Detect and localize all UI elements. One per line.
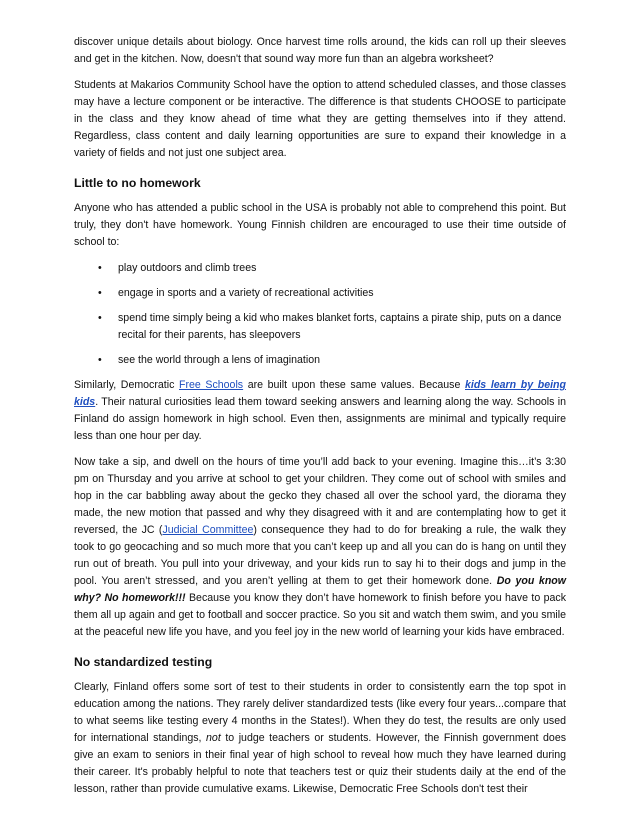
- list-item: [98, 352, 566, 369]
- not-emphasis: not: [206, 732, 221, 744]
- heading-no-testing: No standardized testing: [74, 655, 213, 669]
- no-homework-emphasis: Do you know why? No homework!!!: [74, 575, 566, 604]
- text-segment: to judge teachers or students. However, the Finnish government does give an exam to seniors in their final year of high school to reveal how much they have learned during their career. It's probably helpful to note that teachers test or quiz their students daily at the end of the lesson, rather than provide cumulative exams. Likewise, Democratic Free Schools don't test their: [74, 732, 567, 795]
- text-segment: Now take a sip, and dwell on the hours of time you’ll add back to your evening. Imagine this…it’s 3:30 pm on Thursday and you arrive at school to get your children. They come out of school with smiles and hop in the car babbling away about the gecko they chased all over the school yard, the diorama they made, the new motion that passed and why they disagreed with it and are contemplating how to get it reversed, the JC (: [74, 456, 566, 536]
- bullet-icon: •: [98, 287, 102, 299]
- bullet-icon: •: [98, 312, 102, 324]
- list-item-text: play outdoors and climb trees: [118, 262, 257, 274]
- paragraph-free-schools: [74, 377, 566, 445]
- kids-learn-link[interactable]: kids learn by being kids: [74, 379, 566, 408]
- list-item-text: spend time simply being a kid who makes blanket forts, captains a pirate ship, puts on a dance recital for their parents, has sleepovers: [118, 312, 562, 341]
- text-segment: . Their natural curiosities lead them toward seeking answers and learning along the way. Schools in Finland do assign homework in high school. Even then, assignments are minimal and typically require less than one hour per day.: [74, 396, 566, 442]
- heading-little-homework: Little to no homework: [74, 176, 201, 190]
- list-item: [98, 310, 566, 344]
- list-item-text: engage in sports and a variety of recreational activities: [118, 287, 374, 299]
- paragraph-public-school: Anyone who has attended a public school in the USA is probably not able to comprehend this point. But truly, they don't have homework. Young Finnish children are encouraged to use their time outside of school to:: [74, 202, 566, 248]
- activities-list: [74, 260, 566, 369]
- paragraph-biology: discover unique details about biology. Once harvest time rolls around, the kids can roll up their sleeves and get in the kitchen. Now, doesn't that sound way more fun than an algebra worksheet?: [74, 36, 566, 65]
- paragraph-evening: [74, 454, 566, 641]
- text-segment: Because you know they don’t have homework to finish before you have to pack them all up again and get to football and soccer practice. So you sit and watch them swim, and you smile at the peaceful new life you have, and you feel joy in the new world of learning your kids have embraced.: [74, 592, 566, 638]
- bullet-icon: •: [98, 354, 102, 366]
- free-schools-link[interactable]: Free Schools: [179, 379, 244, 391]
- text-segment: are built upon these same values. Because: [243, 379, 465, 391]
- list-item: [98, 260, 566, 277]
- judicial-committee-link[interactable]: Judicial Committee: [162, 524, 254, 536]
- bullet-icon: •: [98, 262, 102, 274]
- paragraph-makarios: Students at Makarios Community School have the option to attend scheduled classes, and those classes may have a lecture component or be interactive. The difference is that students CHOOSE to participate in the class and they know ahead of time what they are getting themselves into if they attend. Regardless, class content and daily learning opportunities are sure to expand their knowledge in a variety of fields and not just one subject area.: [74, 79, 566, 159]
- list-item: [98, 285, 566, 302]
- paragraph-finland-testing: [74, 679, 566, 798]
- text-segment: Clearly, Finland offers some sort of test to their students in order to consistently earn the top spot in education among the nations. They rarely deliver standardized tests (like every four years...compare that to what seems like testing every 4 months in the States!). When they do test, the results are only used for international standings,: [74, 681, 566, 744]
- text-segment: Similarly, Democratic: [74, 379, 179, 391]
- text-segment: ) consequence they had to do for breaking a rule, the walk they took to go geocaching and so much more that you can’t keep up and all you can do is hang on until they run out of breath. You pull into your driveway, and your kids run to say hi to their dogs and jump in the pool. You aren’t stressed, and you aren’t yelling at them to get their homework done.: [74, 524, 566, 587]
- list-item-text: see the world through a lens of imagination: [118, 354, 320, 366]
